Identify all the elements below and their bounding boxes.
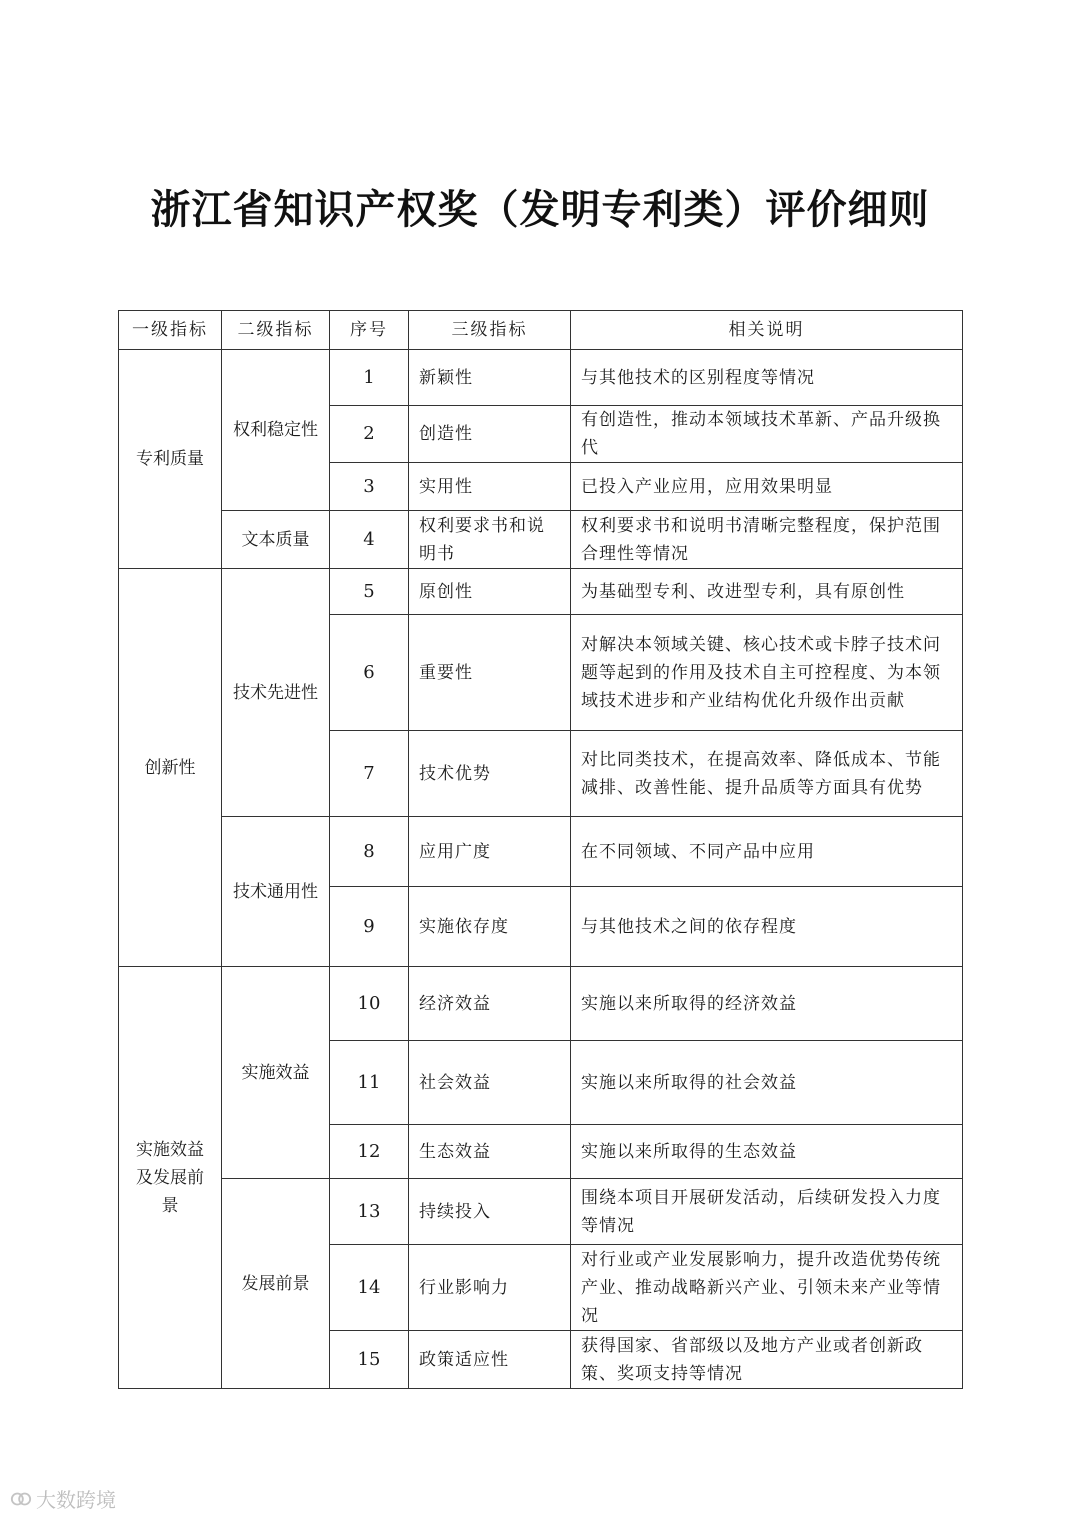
level2-cell: 文本质量 — [222, 511, 330, 569]
header-level3: 三级指标 — [409, 311, 571, 350]
description-cell: 对比同类技术，在提高效率、降低成本、节能减排、改善性能、提升品质等方面具有优势 — [571, 731, 963, 817]
table-row — [119, 569, 963, 615]
description-cell: 实施以来所取得的生态效益 — [571, 1125, 963, 1179]
header-no: 序号 — [330, 311, 409, 350]
no-cell: 10 — [330, 967, 409, 1041]
description-cell: 已投入产业应用，应用效果明显 — [571, 463, 963, 511]
level2-cell: 权利稳定性 — [222, 350, 330, 511]
document-title: 浙江省知识产权奖（发明专利类）评价细则 — [150, 187, 930, 233]
level3-cell: 持续投入 — [409, 1179, 571, 1245]
level2-cell: 实施效益 — [222, 967, 330, 1179]
watermark-text: 大数跨境 — [36, 1488, 116, 1512]
description-cell: 对解决本领域关键、核心技术或卡脖子技术问题等起到的作用及技术自主可控程度、为本领域技术进步和产业结构优化升级作出贡献 — [571, 615, 963, 731]
description-cell: 实施以来所取得的社会效益 — [571, 1041, 963, 1125]
no-cell: 13 — [330, 1179, 409, 1245]
description-cell: 与其他技术的区别程度等情况 — [571, 350, 963, 406]
table-header-row — [119, 311, 963, 350]
level3-cell: 技术优势 — [409, 731, 571, 817]
description-cell: 为基础型专利、改进型专利，具有原创性 — [571, 569, 963, 615]
header-level2: 二级指标 — [222, 311, 330, 350]
level3-cell: 原创性 — [409, 569, 571, 615]
brand-logo-icon — [10, 1488, 32, 1510]
no-cell: 15 — [330, 1331, 409, 1389]
table-row — [119, 350, 963, 406]
level3-cell: 新颖性 — [409, 350, 571, 406]
level1-cell: 创新性 — [119, 569, 222, 967]
no-cell: 5 — [330, 569, 409, 615]
level3-cell: 重要性 — [409, 615, 571, 731]
watermark — [10, 1484, 116, 1513]
header-description: 相关说明 — [571, 311, 963, 350]
level3-cell: 政策适应性 — [409, 1331, 571, 1389]
table-row — [119, 511, 963, 569]
no-cell: 9 — [330, 887, 409, 967]
description-cell: 获得国家、省部级以及地方产业或者创新政策、奖项支持等情况 — [571, 1331, 963, 1389]
criteria-table — [118, 310, 963, 1389]
no-cell: 4 — [330, 511, 409, 569]
description-cell: 权利要求书和说明书清晰完整程度，保护范围合理性等情况 — [571, 511, 963, 569]
level3-cell: 实用性 — [409, 463, 571, 511]
description-cell: 实施以来所取得的经济效益 — [571, 967, 963, 1041]
description-cell: 有创造性，推动本领域技术革新、产品升级换代 — [571, 406, 963, 463]
level1-cell: 专利质量 — [119, 350, 222, 569]
description-cell: 对行业或产业发展影响力，提升改造优势传统产业、推动战略新兴产业、引领未来产业等情况 — [571, 1245, 963, 1331]
level3-cell: 经济效益 — [409, 967, 571, 1041]
description-cell: 在不同领域、不同产品中应用 — [571, 817, 963, 887]
level3-cell: 行业影响力 — [409, 1245, 571, 1331]
no-cell: 7 — [330, 731, 409, 817]
level3-cell: 生态效益 — [409, 1125, 571, 1179]
description-cell: 围绕本项目开展研发活动，后续研发投入力度等情况 — [571, 1179, 963, 1245]
level3-cell: 社会效益 — [409, 1041, 571, 1125]
no-cell: 8 — [330, 817, 409, 887]
level3-cell: 应用广度 — [409, 817, 571, 887]
level3-cell: 创造性 — [409, 406, 571, 463]
level2-cell: 技术通用性 — [222, 817, 330, 967]
no-cell: 1 — [330, 350, 409, 406]
no-cell: 6 — [330, 615, 409, 731]
table-row — [119, 967, 963, 1041]
description-cell: 与其他技术之间的依存程度 — [571, 887, 963, 967]
header-level1: 一级指标 — [119, 311, 222, 350]
table-row — [119, 1179, 963, 1245]
no-cell: 14 — [330, 1245, 409, 1331]
level3-cell: 实施依存度 — [409, 887, 571, 967]
level1-cell: 实施效益及发展前景 — [119, 967, 222, 1389]
level2-cell: 技术先进性 — [222, 569, 330, 817]
no-cell: 12 — [330, 1125, 409, 1179]
level2-cell: 发展前景 — [222, 1179, 330, 1389]
no-cell: 3 — [330, 463, 409, 511]
no-cell: 2 — [330, 406, 409, 463]
no-cell: 11 — [330, 1041, 409, 1125]
table-row — [119, 817, 963, 887]
level3-cell: 权利要求书和说明书 — [409, 511, 571, 569]
